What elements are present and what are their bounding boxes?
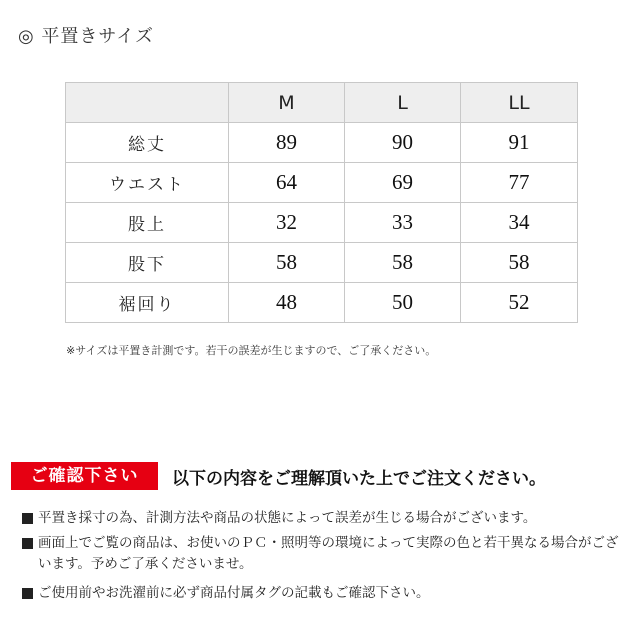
table-row	[66, 283, 578, 323]
table-row	[66, 243, 578, 283]
table-cell: 50	[345, 283, 461, 323]
table-cell: 69	[345, 163, 461, 203]
table-cell: 52	[461, 283, 578, 323]
table-header-row	[66, 83, 578, 123]
table-cell: 89	[229, 123, 345, 163]
list-item	[22, 583, 628, 604]
table-cell: 58	[229, 243, 345, 283]
row-label: 股下	[66, 243, 229, 283]
table-cell: 34	[461, 203, 578, 243]
list-item	[22, 533, 628, 575]
header-cell-m: M	[229, 83, 345, 123]
table-row	[66, 123, 578, 163]
size-table	[65, 82, 578, 323]
table-cell: 58	[461, 243, 578, 283]
table-row	[66, 203, 578, 243]
confirm-badge: ご確認下さい	[11, 462, 158, 490]
header-cell-l: L	[345, 83, 461, 123]
table-row	[66, 163, 578, 203]
row-label: 裾回り	[66, 283, 229, 323]
header-cell-ll: LL	[461, 83, 578, 123]
table-cell: 90	[345, 123, 461, 163]
section-title: ◎ 平置きサイズ	[18, 26, 154, 47]
bullet-square-icon	[22, 538, 33, 549]
table-cell: 91	[461, 123, 578, 163]
row-label: 総丈	[66, 123, 229, 163]
row-label: ウエスト	[66, 163, 229, 203]
header-cell-empty	[66, 83, 229, 123]
size-note: ※サイズは平置き計測です。若干の誤差が生じますので、ご了承ください。	[66, 344, 437, 357]
list-item-text: 平置き採寸の為、計測方法や商品の状態によって誤差が生じる場合がございます。	[38, 510, 537, 526]
table-cell: 64	[229, 163, 345, 203]
row-label: 股上	[66, 203, 229, 243]
bullet-square-icon	[22, 513, 33, 524]
notice-list	[22, 508, 628, 608]
list-item	[22, 508, 628, 529]
table-cell: 48	[229, 283, 345, 323]
confirm-headline: 以下の内容をご理解頂いた上でご注文ください。	[172, 469, 546, 489]
list-item-text: 画面上でご覧の商品は、お使いのＰＣ・照明等の環境によって実際の色と若干異なる場合がございます。予めご了承くださいませ。	[38, 535, 619, 572]
table-cell: 58	[345, 243, 461, 283]
table-cell: 32	[229, 203, 345, 243]
list-item-text: ご使用前やお洗濯前に必ず商品付属タグの記載もご確認下さい。	[38, 585, 430, 601]
bullet-square-icon	[22, 588, 33, 599]
table-cell: 77	[461, 163, 578, 203]
table-cell: 33	[345, 203, 461, 243]
